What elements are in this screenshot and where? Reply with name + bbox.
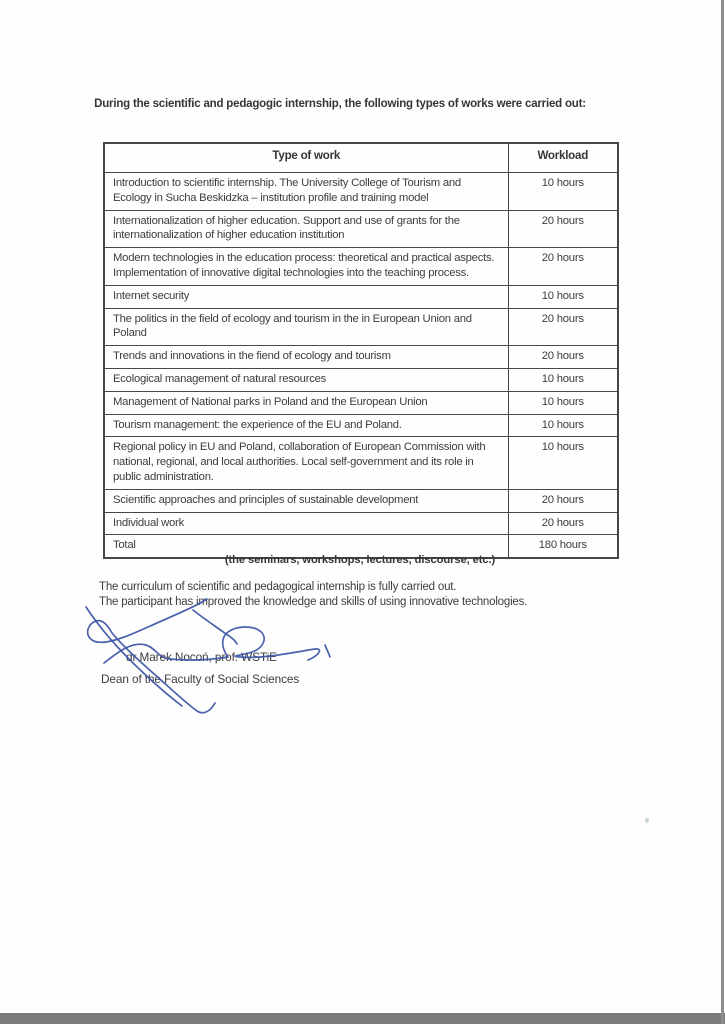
- workload-hours-cell: 10 hours: [508, 391, 618, 414]
- work-description-cell: Tourism management: the experience of the EU and Poland.: [104, 414, 508, 437]
- work-description-cell: Internet security: [104, 285, 508, 308]
- work-description-cell: Management of National parks in Poland and the European Union: [104, 391, 508, 414]
- scanner-right-edge-shadow: [721, 0, 724, 1024]
- closing-paragraphs: [99, 580, 639, 610]
- workload-hours-cell: 20 hours: [508, 248, 618, 286]
- workload-hours-cell: 20 hours: [508, 210, 618, 248]
- document-title: During the scientific and pedagogic internship, the following types of works were carried out:: [94, 98, 586, 110]
- table-row: [104, 308, 618, 346]
- table-row: [104, 489, 618, 512]
- work-description-cell: Trends and innovations in the fiend of ecology and tourism: [104, 346, 508, 369]
- table-row: [104, 210, 618, 248]
- table-caption: (the seminars, workshops, lectures, discourse, etc.): [224, 554, 496, 566]
- workload-hours-cell: 10 hours: [508, 368, 618, 391]
- workload-hours-cell: 10 hours: [508, 437, 618, 489]
- work-description-cell: Individual work: [104, 512, 508, 535]
- work-description-cell: Modern technologies in the education process: theoretical and practical aspects. Implementation of innovative digital technologies into the teaching process.: [104, 248, 508, 286]
- work-description-cell: Scientific approaches and principles of sustainable development: [104, 489, 508, 512]
- table-row: [104, 512, 618, 535]
- table-row: [104, 248, 618, 286]
- signatory-name: dr Marek Nocoń, prof. WSTiE: [126, 650, 277, 664]
- table-row: [104, 173, 618, 211]
- workload-hours-cell: 10 hours: [508, 414, 618, 437]
- table-row: [104, 414, 618, 437]
- table-row: [104, 391, 618, 414]
- workload-hours-cell: 20 hours: [508, 346, 618, 369]
- workload-hours-cell: 20 hours: [508, 308, 618, 346]
- workload-hours-cell: 20 hours: [508, 489, 618, 512]
- work-description-cell: Introduction to scientific internship. The University College of Tourism and Ecology in Sucha Beskidzka – institution profile and training model: [104, 173, 508, 211]
- column-header-workload: Workload: [508, 143, 618, 173]
- table-row: [104, 368, 618, 391]
- workload-hours-cell: 10 hours: [508, 173, 618, 211]
- workload-hours-cell: 20 hours: [508, 512, 618, 535]
- column-header-type-of-work: Type of work: [104, 143, 508, 173]
- work-description-cell: The politics in the field of ecology and tourism in the in European Union and Poland: [104, 308, 508, 346]
- scan-speck-artifact: [645, 818, 649, 823]
- workload-hours-cell: 10 hours: [508, 285, 618, 308]
- table-row: [104, 346, 618, 369]
- internship-work-table: [103, 142, 619, 559]
- work-description-cell: Internationalization of higher education. Support and use of grants for the internationalization of higher education institution: [104, 210, 508, 248]
- workload-hours-cell: 180 hours: [508, 535, 618, 558]
- work-description-cell: Regional policy in EU and Poland, collaboration of European Commission with national, regional, and local authorities. Local self-government and its role in public administration.: [104, 437, 508, 489]
- curriculum-statement: The curriculum of scientific and pedagogical internship is fully carried out.: [99, 581, 457, 593]
- table-header-row: [104, 143, 618, 173]
- work-description-cell: Total: [104, 535, 508, 558]
- work-description-cell: Ecological management of natural resources: [104, 368, 508, 391]
- table-row: [104, 437, 618, 489]
- scanner-bottom-shadow: [0, 1013, 725, 1024]
- signatory-title: Dean of the Faculty of Social Sciences: [101, 672, 300, 686]
- table-row: [104, 285, 618, 308]
- participant-statement: The participant has improved the knowledge and skills of using innovative technologies.: [99, 596, 528, 609]
